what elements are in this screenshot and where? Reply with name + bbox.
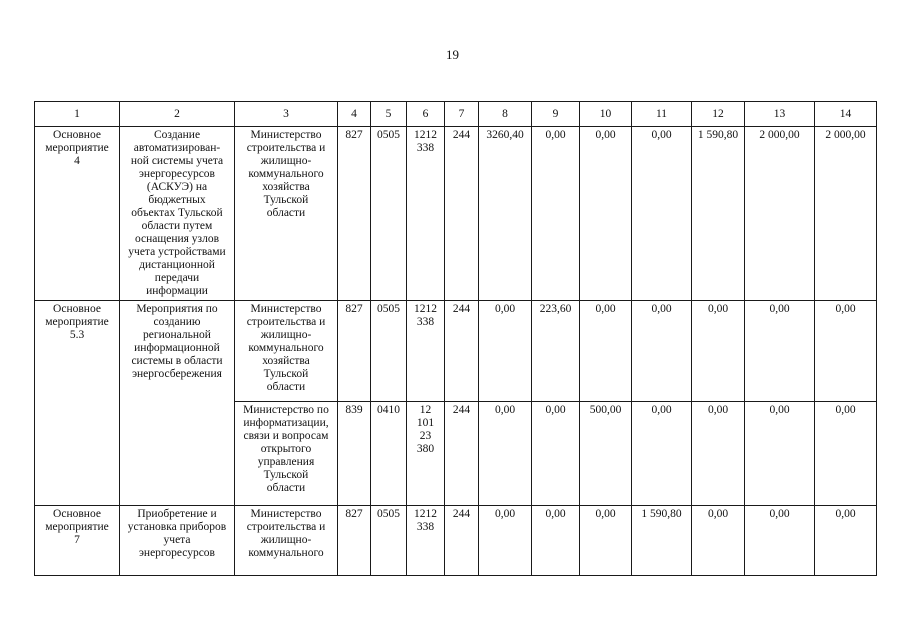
page-number: 19 [446, 47, 459, 62]
cell-c6 [407, 127, 445, 301]
cell-c4: 839 [338, 402, 371, 506]
cell-line: 338 [416, 316, 435, 328]
cell-line: мероприятие [45, 142, 109, 154]
cell-c11: 0,00 [632, 127, 692, 301]
cell-line: учета [163, 534, 191, 546]
cell-line: Приобретение и [137, 508, 217, 520]
cell-c13: 0,00 [745, 301, 815, 402]
cell-line: коммунального [248, 547, 324, 559]
cell-c10: 0,00 [580, 506, 632, 576]
cell-line: области путем [141, 220, 213, 232]
cell-line: жилищно- [260, 534, 312, 546]
cell-c5: 0505 [371, 301, 407, 402]
cell-line: мероприятие [45, 521, 109, 533]
cell-c12: 0,00 [692, 301, 745, 402]
executor [235, 301, 338, 402]
cell-line: Министерство [250, 303, 322, 315]
cell-c4: 827 [338, 127, 371, 301]
cell-line: строительства и [246, 142, 326, 154]
cell-line: информатизации, [243, 417, 329, 429]
col-header: 4 [338, 102, 371, 127]
cell-line: созданию [153, 316, 201, 328]
executor [235, 127, 338, 301]
col-header: 1 [35, 102, 120, 127]
col-header: 6 [407, 102, 445, 127]
cell-line: региональной [143, 329, 211, 341]
cell-line: 1212 [414, 129, 437, 141]
cell-line: Тульской [263, 469, 309, 481]
cell-c6 [407, 301, 445, 402]
cell-line: 12 [419, 404, 432, 416]
cell-line: 1212 [414, 303, 437, 315]
cell-c13: 0,00 [745, 402, 815, 506]
cell-line: связи и вопросам [243, 430, 329, 442]
cell-line: хозяйства [262, 181, 310, 193]
cell-c10: 0,00 [580, 301, 632, 402]
cell-line: 23 [419, 430, 432, 442]
table-row [35, 301, 877, 402]
col-header: 14 [815, 102, 877, 127]
cell-c14: 0,00 [815, 402, 877, 506]
cell-c8: 0,00 [479, 506, 532, 576]
cell-c11: 0,00 [632, 301, 692, 402]
cell-line: Министерство [250, 508, 322, 520]
executor [235, 506, 338, 576]
cell-line: Тульской [263, 194, 309, 206]
cell-c9: 0,00 [532, 506, 580, 576]
cell-c11: 1 590,80 [632, 506, 692, 576]
cell-line: энергосбережения [132, 368, 222, 380]
executor [235, 402, 338, 506]
cell-c6 [407, 506, 445, 576]
col-header: 13 [745, 102, 815, 127]
cell-c8: 0,00 [479, 301, 532, 402]
cell-line: строительства и [246, 316, 326, 328]
measure-name [35, 127, 120, 301]
cell-line: мероприятие [45, 316, 109, 328]
col-header: 8 [479, 102, 532, 127]
cell-line: 101 [416, 417, 435, 429]
cell-c11: 0,00 [632, 402, 692, 506]
cell-line: Основное [53, 508, 101, 520]
cell-line: области [266, 207, 306, 219]
cell-line: энергоресурсов [138, 168, 215, 180]
cell-line: Министерство по [243, 404, 329, 416]
cell-line: коммунального [248, 168, 324, 180]
cell-c8: 3260,40 [479, 127, 532, 301]
cell-c5: 0410 [371, 402, 407, 506]
cell-line: хозяйства [262, 355, 310, 367]
measure-description [120, 127, 235, 301]
cell-c12: 0,00 [692, 506, 745, 576]
header-row [35, 102, 877, 127]
table-row [35, 127, 877, 301]
cell-c7: 244 [445, 301, 479, 402]
cell-line: бюджетных [148, 194, 206, 206]
cell-line: Тульской [263, 368, 309, 380]
col-header: 9 [532, 102, 580, 127]
measure-name [35, 506, 120, 576]
cell-line: области [266, 381, 306, 393]
measure-description [120, 301, 235, 506]
cell-line: Создание [153, 129, 201, 141]
cell-line: объектах Тульской [131, 207, 223, 219]
cell-line: оснащения узлов [134, 233, 220, 245]
budget-table [34, 101, 877, 576]
cell-c14: 0,00 [815, 506, 877, 576]
cell-c14: 0,00 [815, 301, 877, 402]
cell-line: 1212 [414, 508, 437, 520]
cell-line: информации [146, 285, 208, 297]
cell-line: строительства и [246, 521, 326, 533]
measure-description [120, 506, 235, 576]
cell-line: установка приборов [127, 521, 227, 533]
measure-name [35, 301, 120, 506]
cell-line: 7 [74, 534, 80, 546]
cell-line: открытого [260, 443, 312, 455]
col-header: 10 [580, 102, 632, 127]
cell-c4: 827 [338, 506, 371, 576]
cell-line: 5.3 [69, 329, 85, 341]
cell-line: жилищно- [260, 329, 312, 341]
cell-c7: 244 [445, 506, 479, 576]
cell-line: Мероприятия по [136, 303, 218, 315]
cell-line: ной системы учета [130, 155, 224, 167]
col-header: 7 [445, 102, 479, 127]
cell-c12: 1 590,80 [692, 127, 745, 301]
cell-c5: 0505 [371, 506, 407, 576]
cell-c10: 500,00 [580, 402, 632, 506]
cell-line: жилищно- [260, 155, 312, 167]
cell-c4: 827 [338, 301, 371, 402]
cell-c8: 0,00 [479, 402, 532, 506]
cell-c6 [407, 402, 445, 506]
cell-line: передачи [154, 272, 200, 284]
cell-c7: 244 [445, 127, 479, 301]
cell-c13: 2 000,00 [745, 127, 815, 301]
table-row [35, 506, 877, 576]
cell-line: (АСКУЭ) на [146, 181, 208, 193]
cell-line: учета устройствами [128, 246, 226, 258]
cell-line: области [266, 482, 306, 494]
cell-c7: 244 [445, 402, 479, 506]
cell-line: информационной [134, 342, 220, 354]
cell-line: автоматизирован- [133, 142, 221, 154]
cell-c12: 0,00 [692, 402, 745, 506]
cell-line: 338 [416, 521, 435, 533]
cell-c10: 0,00 [580, 127, 632, 301]
cell-line: системы в области [131, 355, 223, 367]
cell-line: энергоресурсов [138, 547, 215, 559]
cell-line: коммунального [248, 342, 324, 354]
col-header: 3 [235, 102, 338, 127]
cell-line: Министерство [250, 129, 322, 141]
cell-c9: 0,00 [532, 402, 580, 506]
cell-line: Основное [53, 129, 101, 141]
col-header: 5 [371, 102, 407, 127]
cell-line: 338 [416, 142, 435, 154]
cell-line: 4 [74, 155, 80, 167]
cell-c5: 0505 [371, 127, 407, 301]
cell-line: Основное [53, 303, 101, 315]
col-header: 11 [632, 102, 692, 127]
cell-line: дистанционной [139, 259, 215, 271]
cell-line: 380 [416, 443, 435, 455]
col-header: 12 [692, 102, 745, 127]
cell-c14: 2 000,00 [815, 127, 877, 301]
cell-line: управления [257, 456, 315, 468]
cell-c9: 223,60 [532, 301, 580, 402]
cell-c13: 0,00 [745, 506, 815, 576]
cell-c9: 0,00 [532, 127, 580, 301]
col-header: 2 [120, 102, 235, 127]
